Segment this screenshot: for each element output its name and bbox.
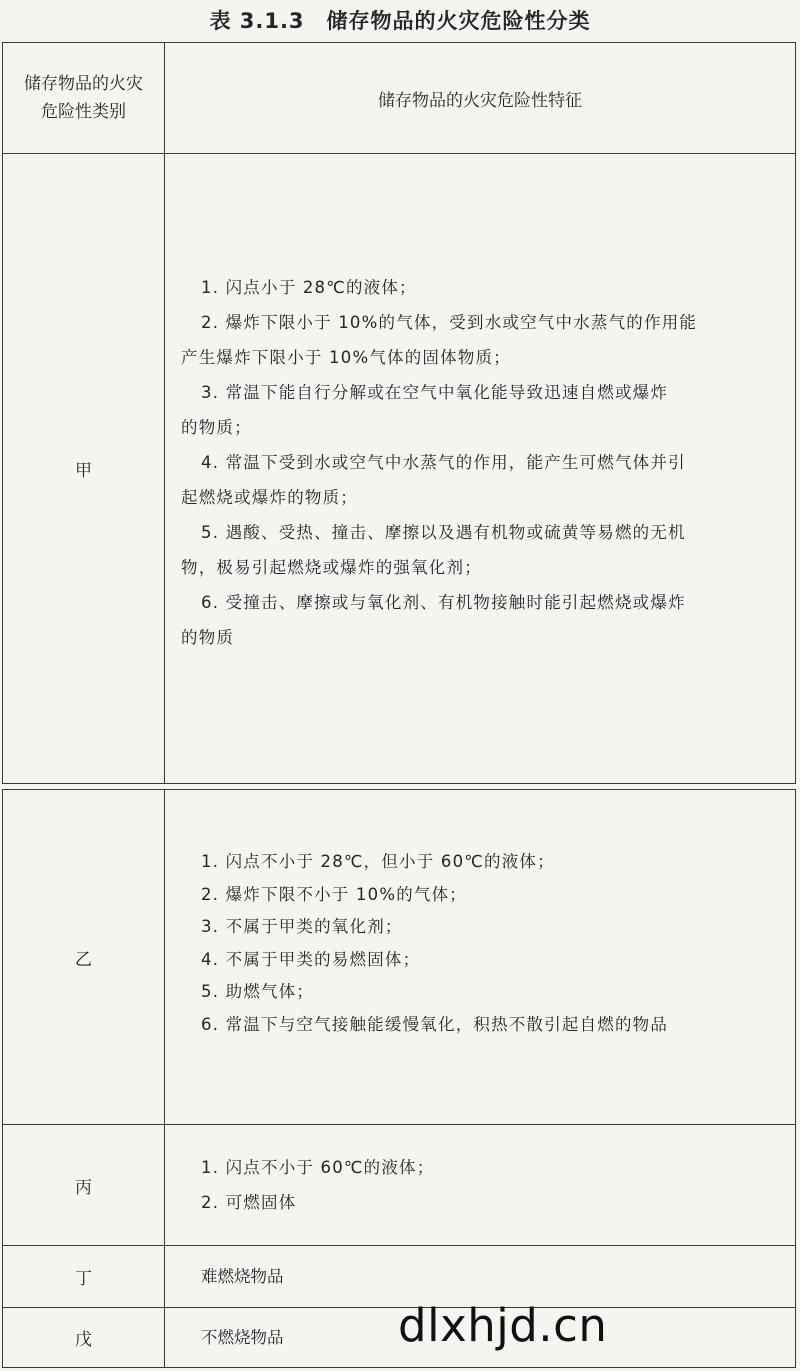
feature-list-bing bbox=[201, 1150, 779, 1220]
header-category-line2: 危险性类别 bbox=[41, 102, 126, 122]
list-item: 2. 爆炸下限不小于 10%的气体； bbox=[201, 884, 468, 904]
table-row-jia bbox=[3, 153, 795, 783]
list-item-continued: 产生爆炸下限小于 10%气体的固体物质； bbox=[181, 348, 511, 367]
table-row-ding bbox=[3, 1245, 795, 1307]
feature-list-jia bbox=[181, 270, 779, 655]
list-item: 5. 遇酸、受热、撞击、摩擦以及遇有机物或硫黄等易燃的无机 bbox=[201, 523, 686, 542]
table-header-row bbox=[3, 43, 795, 153]
list-item-continued: 的物质 bbox=[181, 628, 235, 647]
list-item: 3. 常温下能自行分解或在空气中氧化能导致迅速自燃或爆炸 bbox=[201, 383, 669, 402]
header-feature-label: 储存物品的火灾危险性特征 bbox=[378, 90, 582, 111]
list-item: 5. 助燃气体； bbox=[201, 982, 315, 1001]
category-bing: 丙 bbox=[3, 1125, 165, 1245]
list-item: 4. 常温下受到水或空气中水蒸气的作用，能产生可燃气体并引 bbox=[201, 453, 686, 472]
list-item-continued: 起燃烧或爆炸的物质； bbox=[181, 488, 358, 507]
feature-cell-yi bbox=[165, 790, 795, 1124]
table-part-2 bbox=[2, 789, 796, 1368]
list-item-continued: 物，极易引起燃烧或爆炸的强氧化剂； bbox=[181, 558, 482, 577]
list-item: 2. 可燃固体 bbox=[201, 1193, 297, 1212]
header-category-line1: 储存物品的火灾 bbox=[24, 74, 143, 94]
table-row-bing bbox=[3, 1124, 795, 1245]
list-item: 1. 闪点不小于 28℃，但小于 60℃的液体； bbox=[201, 852, 555, 871]
list-item: 3. 不属于甲类的氧化剂； bbox=[201, 917, 403, 936]
table-title: 表 3.1.3 储存物品的火灾危险性分类 bbox=[209, 9, 591, 33]
category-ding: 丁 bbox=[3, 1246, 165, 1307]
feature-text-wu: 不燃烧物品 bbox=[201, 1327, 284, 1347]
feature-cell-ding bbox=[165, 1246, 795, 1307]
feature-cell-bing bbox=[165, 1125, 795, 1245]
list-item: 1. 闪点不小于 60℃的液体； bbox=[201, 1158, 435, 1177]
feature-cell-jia bbox=[165, 154, 795, 783]
category-jia: 甲 bbox=[3, 154, 165, 783]
category-yi: 乙 bbox=[3, 790, 165, 1124]
table-part-1 bbox=[2, 42, 796, 784]
category-wu: 戊 bbox=[3, 1308, 165, 1367]
list-item: 4. 不属于甲类的易燃固体； bbox=[201, 949, 421, 969]
list-item: 2. 爆炸下限小于 10%的气体，受到水或空气中水蒸气的作用能 bbox=[201, 313, 698, 332]
list-item: 6. 常温下与空气接触能缓慢氧化，积热不散引起自燃的物品 bbox=[201, 1014, 669, 1034]
list-item: 1. 闪点小于 28℃的液体； bbox=[201, 278, 417, 297]
feature-list-yi bbox=[201, 846, 779, 1041]
table-row-yi bbox=[3, 790, 795, 1124]
list-item: 6. 受撞击、摩擦或与氧化剂、有机物接触时能引起燃烧或爆炸 bbox=[201, 593, 686, 612]
list-item-continued: 的物质； bbox=[181, 418, 252, 437]
watermark-text: dlxhjd.cn bbox=[398, 1299, 608, 1352]
header-category-cell bbox=[3, 43, 165, 153]
feature-text-ding: 难燃烧物品 bbox=[201, 1266, 284, 1286]
header-feature-cell bbox=[165, 43, 795, 153]
